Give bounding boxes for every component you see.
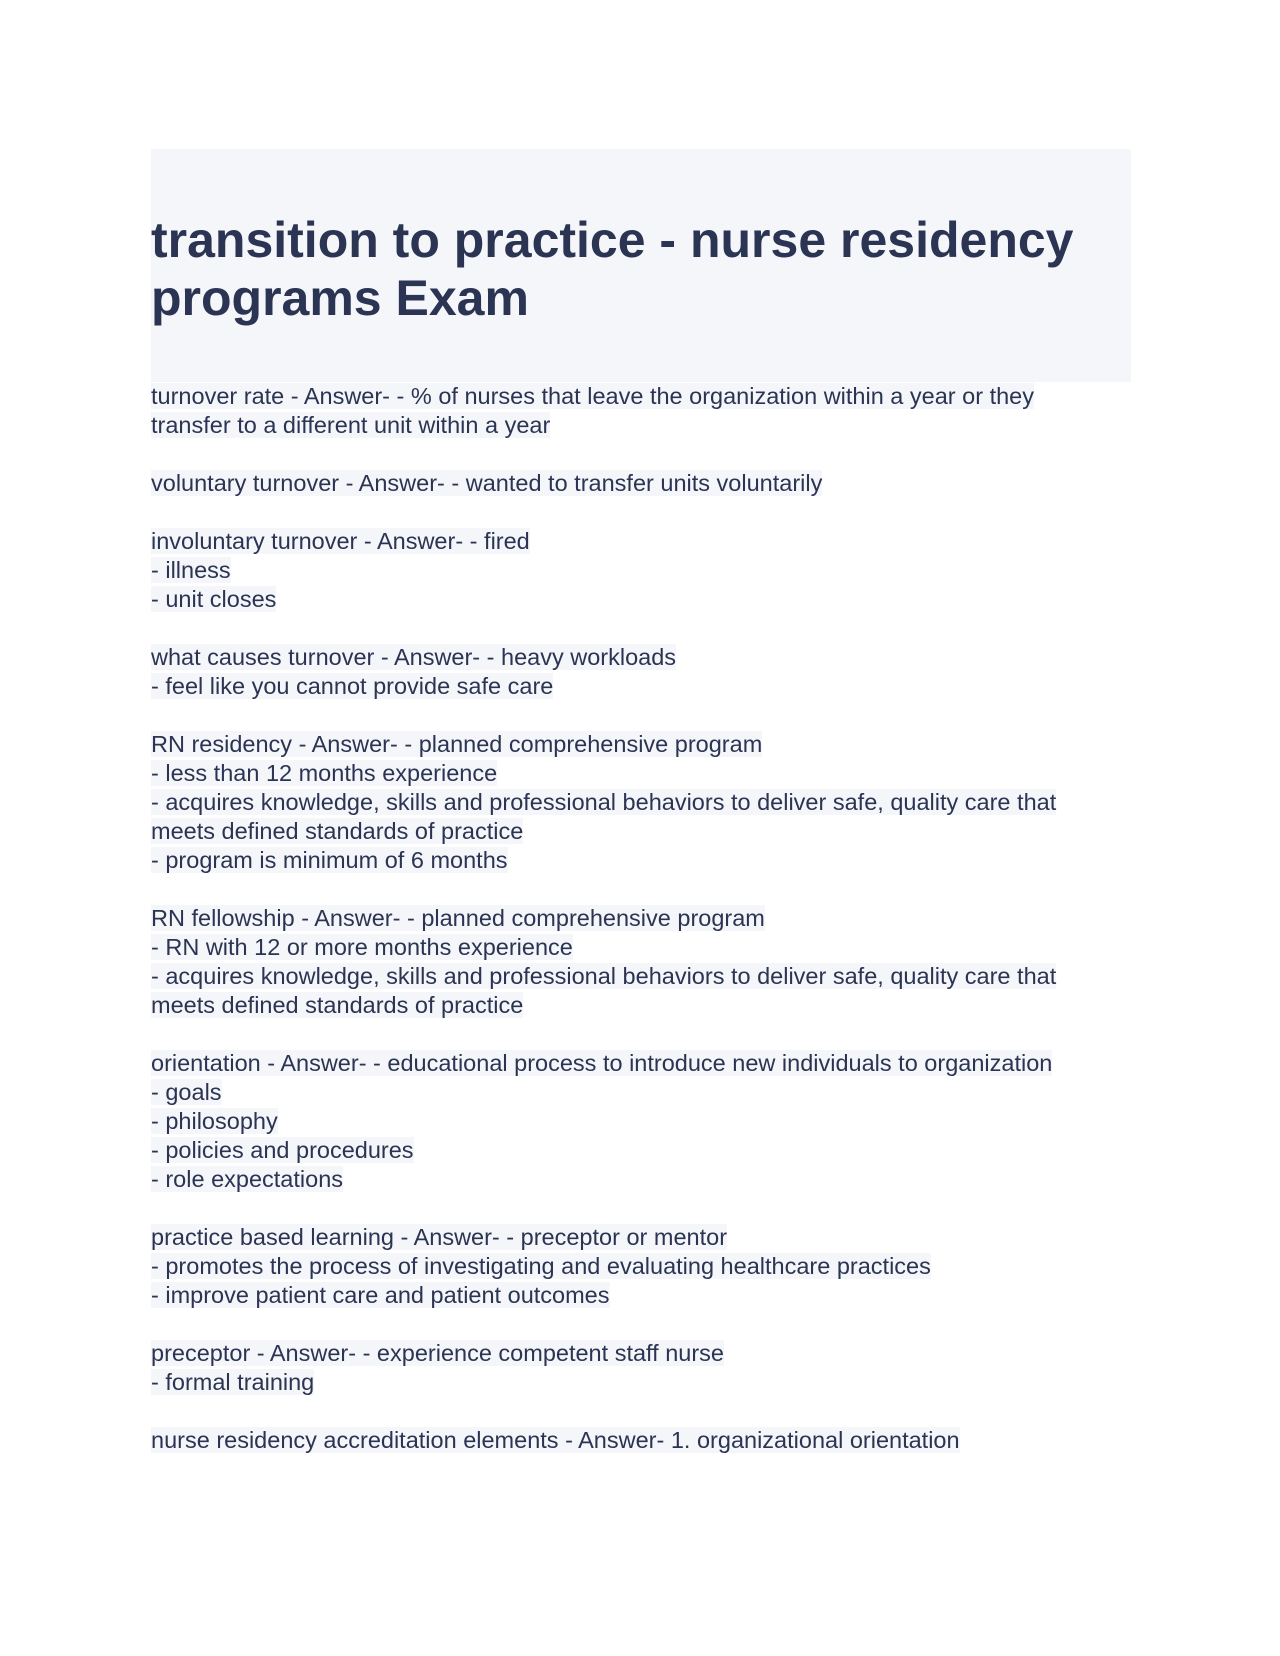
entry-text: - RN with 12 or more months experience [151, 934, 573, 960]
qa-entry [151, 1049, 1131, 1194]
entry-detail-line [151, 846, 1131, 875]
entry-text: - role expectations [151, 1166, 344, 1192]
title-line-1: transition to practice - nurse residency [151, 212, 1074, 268]
entry-detail-line [151, 1136, 1131, 1165]
entry-text: transfer to a different unit within a year [151, 412, 551, 438]
document-page [151, 149, 1131, 1484]
title-block [151, 149, 1131, 382]
entry-detail-line [151, 556, 1131, 585]
entry-detail-line [151, 1281, 1131, 1310]
entry-term-line [151, 904, 1131, 933]
entry-detail-line [151, 1107, 1131, 1136]
entry-detail-line [151, 788, 1131, 817]
entry-text: - program is minimum of 6 months [151, 847, 508, 873]
entry-text: turnover rate - Answer- - % of nurses that leave the organization within a year or they [151, 383, 1034, 409]
entry-term-line [151, 643, 1131, 672]
entry-term-line [151, 730, 1131, 759]
page-title [151, 211, 1131, 327]
entry-detail-line [151, 817, 1131, 846]
entry-text: nurse residency accreditation elements - Answer- 1. organizational orientation [151, 1427, 960, 1453]
entry-term-line [151, 527, 1131, 556]
entry-detail-line [151, 759, 1131, 788]
entry-text: - policies and procedures [151, 1137, 414, 1163]
entry-detail-line [151, 585, 1131, 614]
entry-detail-line [151, 1165, 1131, 1194]
entry-text: - promotes the process of investigating and evaluating healthcare practices [151, 1253, 931, 1279]
qa-entry [151, 527, 1131, 614]
entry-text: what causes turnover - Answer- - heavy workloads [151, 644, 677, 670]
entry-term-line [151, 1339, 1131, 1368]
entry-text: - less than 12 months experience [151, 760, 498, 786]
entry-detail-line [151, 962, 1131, 991]
entry-term-line [151, 469, 1131, 498]
entry-text: practice based learning - Answer- - preceptor or mentor [151, 1224, 728, 1250]
entry-text: - acquires knowledge, skills and professional behaviors to deliver safe, quality care that [151, 789, 1057, 815]
entry-text: preceptor - Answer- - experience competent staff nurse [151, 1340, 724, 1366]
qa-entry [151, 382, 1131, 440]
qa-entry [151, 1426, 1131, 1455]
entry-text: - improve patient care and patient outcomes [151, 1282, 610, 1308]
entry-text: involuntary turnover - Answer- - fired [151, 528, 530, 554]
entry-text: meets defined standards of practice [151, 992, 524, 1018]
entry-text: - formal training [151, 1369, 315, 1395]
qa-entry [151, 1339, 1131, 1397]
qa-entry [151, 643, 1131, 701]
qa-entries [151, 382, 1131, 1455]
entry-text: orientation - Answer- - educational process to introduce new individuals to organization [151, 1050, 1053, 1076]
entry-detail-line [151, 933, 1131, 962]
entry-detail-line [151, 672, 1131, 701]
entry-text: - philosophy [151, 1108, 278, 1134]
entry-text: meets defined standards of practice [151, 818, 524, 844]
entry-text: - unit closes [151, 586, 277, 612]
entry-term-line [151, 1049, 1131, 1078]
entry-text: RN residency - Answer- - planned comprehensive program [151, 731, 763, 757]
entry-detail-line [151, 1252, 1131, 1281]
qa-entry [151, 904, 1131, 1020]
entry-text: RN fellowship - Answer- - planned comprehensive program [151, 905, 765, 931]
entry-text: - acquires knowledge, skills and professional behaviors to deliver safe, quality care that [151, 963, 1057, 989]
entry-text: - goals [151, 1079, 222, 1105]
title-line-2: programs Exam [151, 270, 529, 326]
entry-text: - illness [151, 557, 231, 583]
entry-detail-line [151, 411, 1131, 440]
entry-term-line [151, 1426, 1131, 1455]
entry-term-line [151, 382, 1131, 411]
entry-term-line [151, 1223, 1131, 1252]
entry-text: - feel like you cannot provide safe care [151, 673, 554, 699]
qa-entry [151, 1223, 1131, 1310]
entry-detail-line [151, 1368, 1131, 1397]
entry-detail-line [151, 991, 1131, 1020]
qa-entry [151, 469, 1131, 498]
entry-detail-line [151, 1078, 1131, 1107]
entry-text: voluntary turnover - Answer- - wanted to transfer units voluntarily [151, 470, 823, 496]
qa-entry [151, 730, 1131, 875]
